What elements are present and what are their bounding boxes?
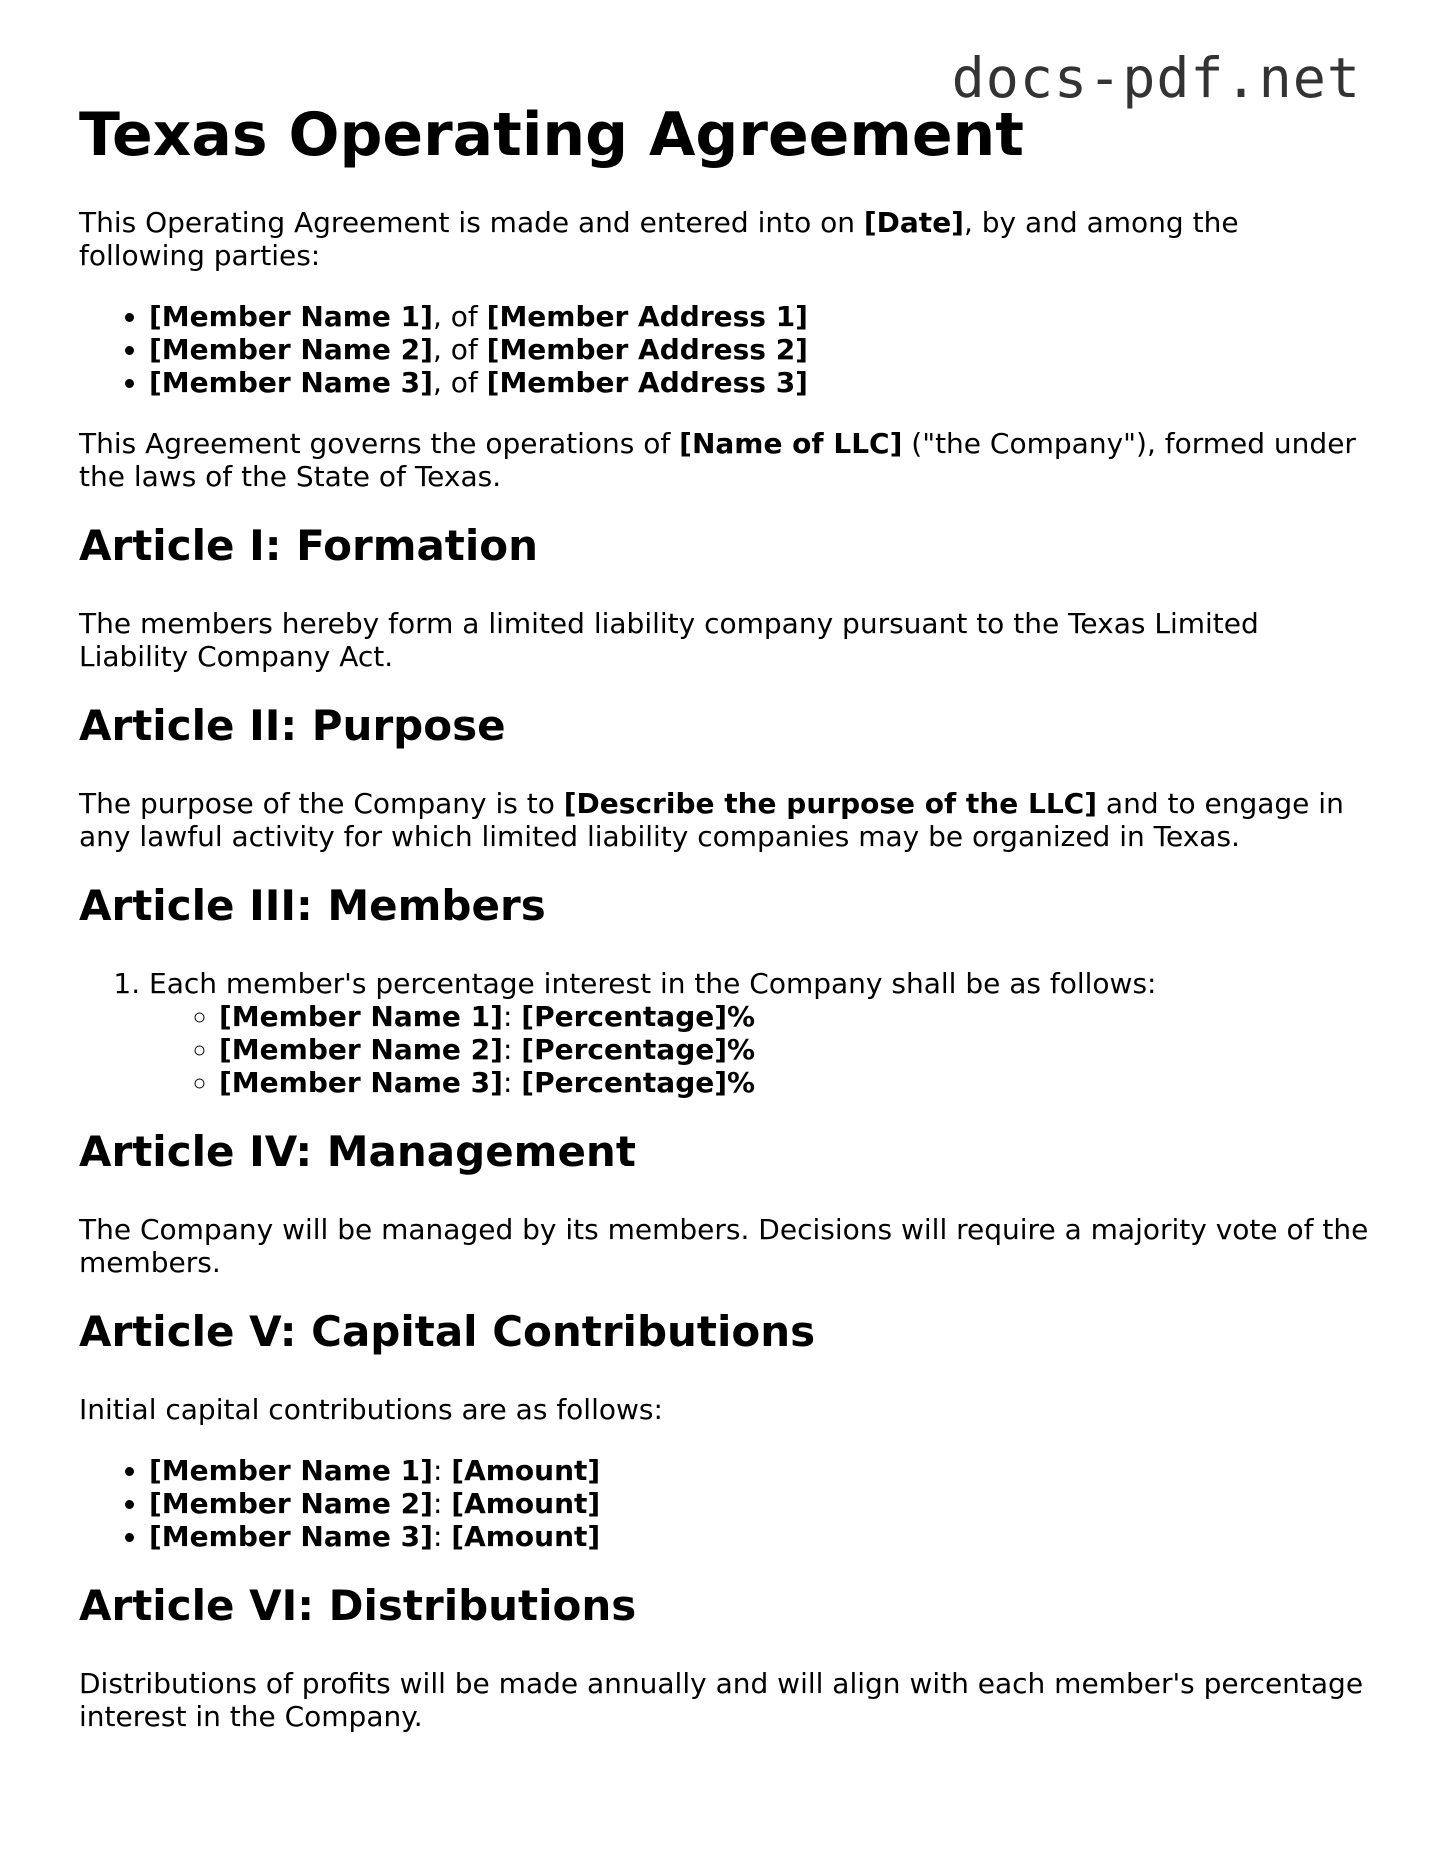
- article-4-heading: Article IV: Management: [79, 1127, 636, 1176]
- members-list: [79, 967, 1369, 1099]
- article-1-heading: Article I: Formation: [79, 521, 539, 570]
- list-item: ◦ [Member Name 2]: [Percentage]%: [219, 1033, 1369, 1066]
- article-1-text: The members hereby form a limited liability company pursuant to the Texas Limited Liability Company Act.: [79, 607, 1259, 673]
- list-item: • [Member Name 3]: [Amount]: [149, 1520, 1369, 1553]
- article-2-text: The purpose of the Company is to [Describe the purpose of the LLC] and to engage in any lawful activity for which limited liability companies may be organized in Texas.: [79, 787, 1344, 853]
- contributions-list: [79, 1454, 1369, 1553]
- watermark: docs-pdf.net: [951, 46, 1361, 110]
- list-item: ◦ [Member Name 1]: [Percentage]%: [219, 1000, 1369, 1033]
- article-5-heading: Article V: Capital Contributions: [79, 1307, 816, 1356]
- governs-paragraph: This Agreement governs the operations of [Name of LLC] ("the Company"), formed under the laws of the State of Texas.: [79, 427, 1356, 493]
- article-6-heading: Article VI: Distributions: [79, 1581, 637, 1630]
- document-body: [79, 206, 1369, 1761]
- list-item: • [Member Name 1], of [Member Address 1]: [149, 300, 1369, 333]
- interest-list: [149, 1000, 1369, 1099]
- parties-list: [79, 300, 1369, 399]
- list-item: • [Member Name 3], of [Member Address 3]: [149, 366, 1369, 399]
- document-title: Texas Operating Agreement: [79, 100, 1024, 170]
- article-6-text: Distributions of profits will be made annually and will align with each member's percentage interest in the Company.: [79, 1667, 1364, 1733]
- list-item: • [Member Name 1]: [Amount]: [149, 1454, 1369, 1487]
- intro-paragraph: This Operating Agreement is made and entered into on [Date], by and among the following parties:: [79, 206, 1239, 272]
- article-3-heading: Article III: Members: [79, 881, 546, 930]
- article-4-text: The Company will be managed by its members. Decisions will require a majority vote of the members.: [79, 1213, 1369, 1279]
- article-5-text: Initial capital contributions are as follows:: [79, 1393, 663, 1426]
- list-item: • [Member Name 2]: [Amount]: [149, 1487, 1369, 1520]
- list-item: 1. Each member's percentage interest in the Company shall be as follows: ◦ [Member Name 1]: [Percentage]% ◦ [Member Name 2]: [Percentage]% ◦ [Member Name 3]: [Percentage]%: [149, 967, 1369, 1099]
- article-2-heading: Article II: Purpose: [79, 701, 506, 750]
- list-item: • [Member Name 2], of [Member Address 2]: [149, 333, 1369, 366]
- list-item: ◦ [Member Name 3]: [Percentage]%: [219, 1066, 1369, 1099]
